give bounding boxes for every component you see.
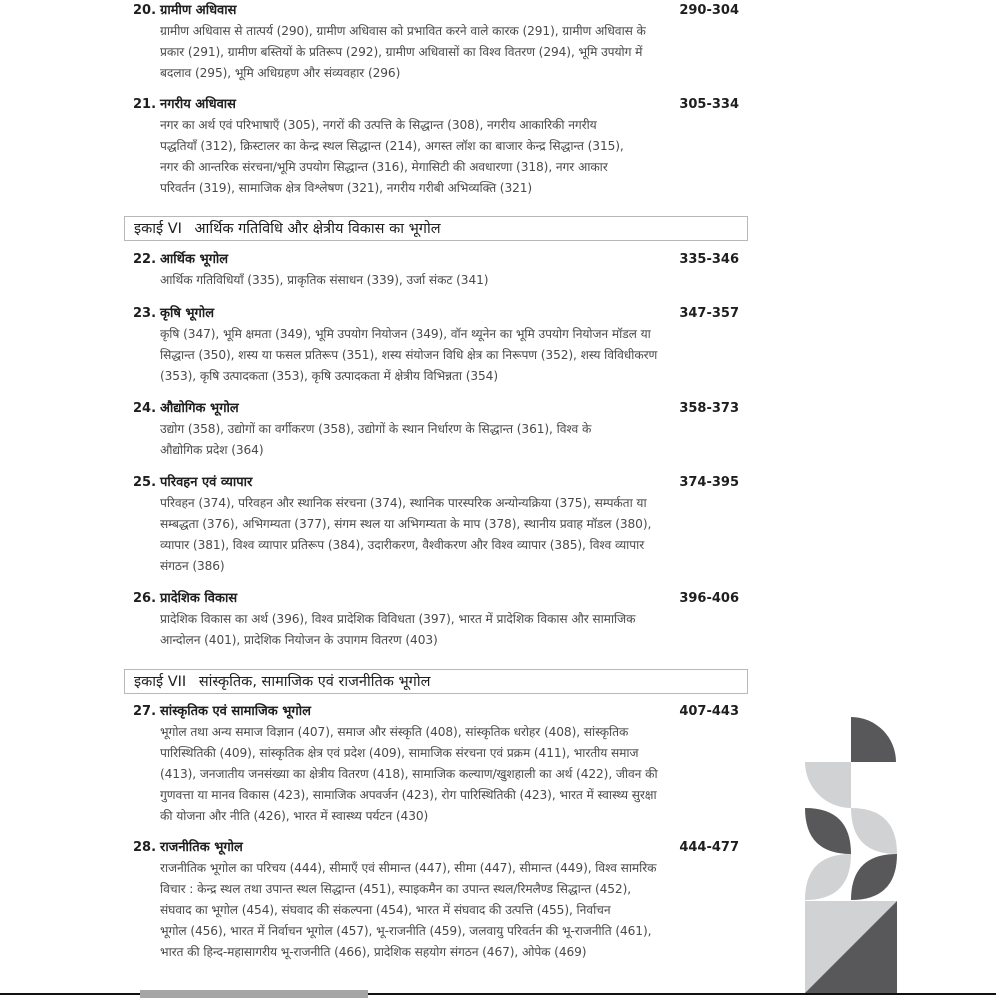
topic-line: नगर की आन्तरिक संरचना/भूमि उपयोग सिद्धान्त (316), मेगासिटी की अवधारणा (318), नगर आकार [160,160,608,174]
topic-line: नगर का अर्थ एवं परिभाषाएँ (305), नगरों की उत्पत्ति के सिद्धान्त (308), नगरीय आकारिकी नगरीय [160,118,597,132]
topic-line: की योजना और नीति (426), भारत में स्वास्थ्य पर्यटन (430) [160,809,429,823]
topic-line: विचार : केन्द्र स्थल तथा उपान्त स्थल सिद्धान्त (451), स्पाइकमैन का उपान्त स्थल/रिमलैण्ड सिद्धान्त (452), [160,882,632,896]
topic-line: आर्थिक गतिविधियाँ (335), प्राकृतिक संसाधन (339), उर्जा संकट (341) [160,273,489,287]
light-leaf-shape [805,854,851,900]
page-range: 396-406 [679,591,739,606]
light-quarter-circle-shape [805,762,851,808]
topic-line: गुणवत्ता या मानव विकास (423), सामाजिक अपवर्जन (423), रोग पारिस्थितिकी (423), भारत में स्वास्थ्य सुरक्षा [160,788,657,802]
topic-line: (353), कृषि उत्पादकता (353), कृषि उत्पादकता में क्षेत्रीय विभिन्नता (354) [160,369,498,383]
chapter-number: 25. [133,475,157,490]
topic-line: राजनीतिक भूगोल का परिचय (444), सीमाएँ एवं सीमान्त (447), सीमा (447), सीमान्त (449), विश्व सामरिक [160,861,657,875]
topic-line: भूगोल (456), भारत में निर्वाचन भूगोल (457), भू-राजनीति (459), जलवायु परिवर्तन की भू-राजनीति (461), [160,924,652,938]
chapter-number: 27. [133,704,157,719]
unit-title: सांस्कृतिक, सामाजिक एवं राजनीतिक भूगोल [198,674,431,690]
bottom-accent-bar [140,990,368,998]
chapter-title: प्रादेशिक विकास [160,591,238,606]
topic-line: बदलाव (295), भूमि अधिग्रहण और संव्यवहार (296) [160,66,401,80]
page-range: 407-443 [679,704,739,719]
chapter-number: 22. [133,252,157,267]
chapter-number: 26. [133,591,157,606]
topic-line: आन्दोलन (401), प्रादेशिक नियोजन के उपागम वितरण (403) [160,633,438,647]
topic-line: उद्योग (358), उद्योगों का वर्गीकरण (358), उद्योगों के स्थान निर्धारण के सिद्धान्त (361), विश्व के [160,422,592,436]
chapter-number: 23. [133,306,157,321]
topic-line: परिवहन (374), परिवहन और स्थानिक संरचना (374), स्थानिक पारस्परिक अन्योन्यक्रिया (375), सम्पर्कता या [160,496,647,510]
unit-title: आर्थिक गतिविधि और क्षेत्रीय विकास का भूगोल [194,221,441,237]
topic-line: संगठन (386) [160,559,225,573]
chapter-title: ग्रामीण अधिवास [160,3,237,18]
chapter-number: 21. [133,97,157,112]
topic-line: परिवर्तन (319), सामाजिक क्षेत्र विश्लेषण (321), नगरीय गरीबी अभिव्यक्ति (321) [160,181,533,195]
unit-label: इकाई VII [134,674,187,690]
page-range: 374-395 [679,475,739,490]
topic-line: पारिस्थितिकी (409), सांस्कृतिक क्षेत्र एवं प्रदेश (409), सामाजिक संरचना एवं प्रक्रम (411), भारतीय समाज [160,746,639,760]
page-range: 305-334 [679,97,739,112]
topic-line: कृषि (347), भूमि क्षमता (349), भूमि उपयोग नियोजन (349), वॉन थ्यूनेन का भूमि उपयोग नियोजन मॉडल या [160,327,651,341]
topic-line: व्यापार (381), विश्व व्यापार प्रतिरूप (384), उदारीकरण, वैश्वीकरण और विश्व व्यापार (385), विश्व व्यापार [160,538,645,552]
chapter-title: औद्योगिक भूगोल [160,401,239,416]
page-range: 347-357 [679,306,739,321]
topic-line: (413), जनजातीय जनसंख्या का क्षेत्रीय वितरण (418), सामाजिक कल्याण/खुशहाली का अर्थ (422), जीवन की [160,767,658,781]
light-leaf-shape [851,808,897,854]
chapter-title: राजनीतिक भूगोल [160,840,243,855]
page-range: 444-477 [679,840,739,855]
chapter-title: आर्थिक भूगोल [160,252,229,267]
topic-line: भूगोल तथा अन्य समाज विज्ञान (407), समाज और संस्कृति (408), सांस्कृतिक धरोहर (408), सांस्कृतिक [160,725,629,739]
page-range: 358-373 [679,401,739,416]
chapter-title: नगरीय अधिवास [160,97,236,112]
chapter-number: 20. [133,3,157,18]
chapter-title: कृषि भूगोल [160,306,215,321]
page-range: 335-346 [679,252,739,267]
topic-line: संघवाद का भूगोल (454), संघवाद की संकल्पना (454), भारत में संघवाद की उत्पत्ति (455), निर्वाचन [160,903,611,917]
topic-line: ग्रामीण अधिवास से तात्पर्य (290), ग्रामीण अधिवास को प्रभावित करने वाले कारक (291), ग्रामीण अधिवास के [160,24,646,38]
chapter-number: 28. [133,840,157,855]
topic-line: सम्बद्धता (376), अभिगम्यता (377), संगम स्थल या अभिगम्यता के माप (378), स्थानीय प्रवाह मॉडल (380), [160,517,652,531]
dark-leaf-shape [805,808,851,854]
topic-line: औद्योगिक प्रदेश (364) [160,443,264,457]
topic-line: प्रकार (291), ग्रामीण बस्तियों के प्रतिरूप (292), ग्रामीण अधिवासों का विश्व वितरण (294), भूमि उपयोग में [160,45,643,59]
topic-line: सिद्धान्त (350), शस्य या फसल प्रतिरूप (351), शस्य संयोजन विधि क्षेत्र का निरूपण (352), शस्य विविधीकरण [160,348,658,362]
chapter-title: सांस्कृतिक एवं सामाजिक भूगोल [160,704,311,719]
topic-line: प्रादेशिक विकास का अर्थ (396), विश्व प्रादेशिक विविधता (397), भारत में प्रादेशिक विकास और सामाजिक [160,612,636,626]
chapter-title: परिवहन एवं व्यापार [160,475,253,490]
topic-line: भारत की हिन्द-महासागरीय भू-राजनीति (466), प्रादेशिक सहयोग संगठन (467), ओपेक (469) [160,945,587,959]
page-range: 290-304 [679,3,739,18]
dark-leaf-shape [851,854,897,900]
chapter-number: 24. [133,401,157,416]
topic-line: पद्धतियाँ (312), क्रिस्टालर का केन्द्र स्थल सिद्धान्त (214), अगस्त लॉश का बाजार केन्द्र सिद्धान्त (315), [160,139,624,153]
unit-label: इकाई VI [134,221,182,237]
dark-quarter-circle-shape [851,717,896,762]
